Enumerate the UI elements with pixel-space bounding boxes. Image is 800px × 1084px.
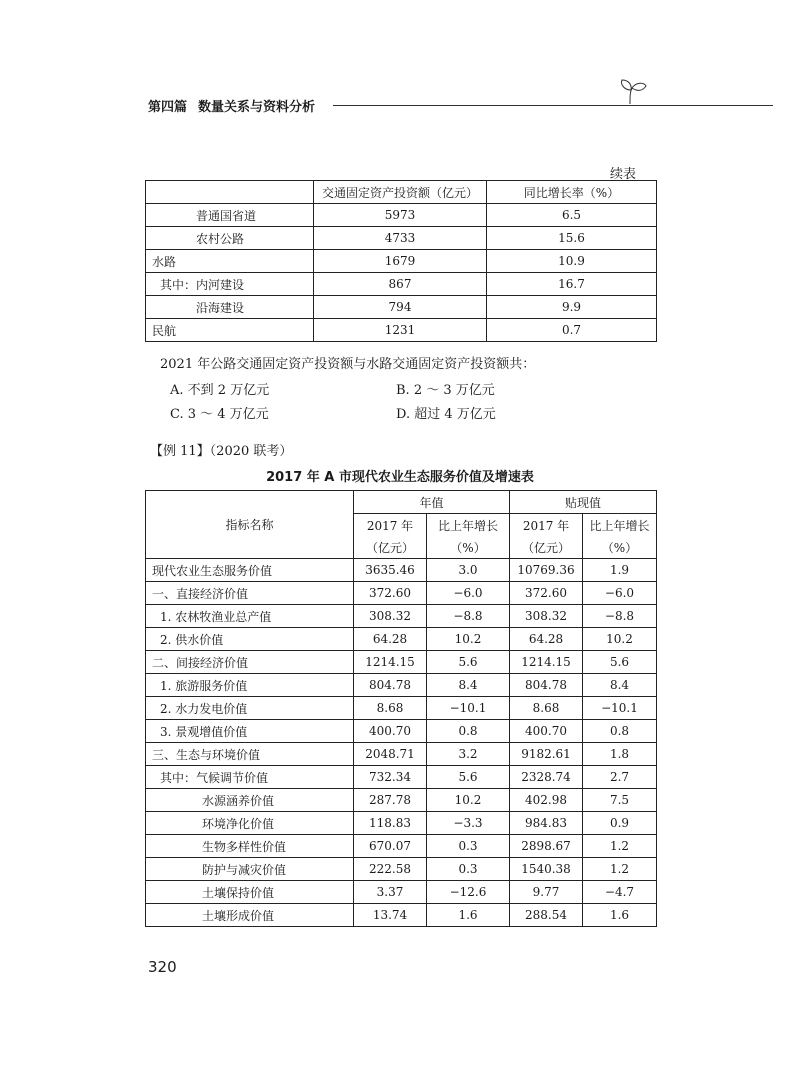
page-header	[148, 96, 658, 122]
table-cell: 0.7	[487, 319, 657, 342]
header-cell: 同比增长率（%）	[487, 181, 657, 204]
table-cell: 1.2	[583, 835, 657, 858]
header-cell: 比上年增长	[427, 514, 510, 537]
table-cell: 804.78	[354, 674, 427, 697]
table-cell: 13.74	[354, 904, 427, 927]
table-row	[146, 766, 657, 789]
option-d: D. 超过 4 万亿元	[396, 407, 496, 422]
table-row	[146, 628, 657, 651]
table-row	[146, 789, 657, 812]
table-cell: 沿海建设	[146, 296, 314, 319]
table-cell: 10.2	[427, 789, 510, 812]
table-cell: 3.2	[427, 743, 510, 766]
table-cell: 一、直接经济价值	[146, 582, 354, 605]
table-cell: 环境净化价值	[146, 812, 354, 835]
table-row	[146, 835, 657, 858]
header-cell: （%）	[427, 536, 510, 559]
table-cell: −12.6	[427, 881, 510, 904]
table-row	[146, 743, 657, 766]
table-cell: 7.5	[583, 789, 657, 812]
table-cell: 二、间接经济价值	[146, 651, 354, 674]
table-cell: 土壤形成价值	[146, 904, 354, 927]
table-cell: 1. 农林牧渔业总产值	[146, 605, 354, 628]
table-header-row	[146, 181, 657, 204]
table-cell: 其中：内河建设	[146, 273, 314, 296]
table-cell: 土壤保持价值	[146, 881, 354, 904]
table-row	[146, 720, 657, 743]
table-cell: 9182.61	[510, 743, 583, 766]
table-cell: 2898.67	[510, 835, 583, 858]
table-cell: 308.32	[354, 605, 427, 628]
table-cell: 8.68	[354, 697, 427, 720]
table-cell: −4.7	[583, 881, 657, 904]
table-cell: −6.0	[427, 582, 510, 605]
option-b: B. 2 ～ 3 万亿元	[396, 383, 495, 398]
investment-table	[145, 180, 657, 342]
table-row	[146, 273, 657, 296]
table-cell: 生物多样性价值	[146, 835, 354, 858]
table-cell: 308.32	[510, 605, 583, 628]
table-cell: 1.6	[583, 904, 657, 927]
table-cell: 867	[314, 273, 487, 296]
header-cell: 贴现值	[510, 491, 657, 514]
table-cell: 2328.74	[510, 766, 583, 789]
table-cell: −3.3	[427, 812, 510, 835]
table-row	[146, 858, 657, 881]
table-cell: 222.58	[354, 858, 427, 881]
table-cell: 2. 供水价值	[146, 628, 354, 651]
table-cell: 水源涵养价值	[146, 789, 354, 812]
table-cell: −6.0	[583, 582, 657, 605]
table-cell: 2.7	[583, 766, 657, 789]
table-cell: 372.60	[510, 582, 583, 605]
table-cell: 民航	[146, 319, 314, 342]
table-cell: 1540.38	[510, 858, 583, 881]
header-cell: 2017 年	[354, 514, 427, 537]
chapter-label: 第四篇	[148, 100, 188, 115]
table-row	[146, 605, 657, 628]
table-cell: 287.78	[354, 789, 427, 812]
table-cell: 372.60	[354, 582, 427, 605]
header-rule	[333, 105, 773, 106]
table-cell: 水路	[146, 250, 314, 273]
table-cell: 0.8	[583, 720, 657, 743]
table-row	[146, 227, 657, 250]
table-cell: 288.54	[510, 904, 583, 927]
header-cell: （亿元）	[510, 536, 583, 559]
table-cell: 1.6	[427, 904, 510, 927]
table-row	[146, 250, 657, 273]
table-cell: 1679	[314, 250, 487, 273]
table-cell: 804.78	[510, 674, 583, 697]
table-row	[146, 651, 657, 674]
table-cell: 5973	[314, 204, 487, 227]
header-cell: 2017 年	[510, 514, 583, 537]
header-cell: 比上年增长	[583, 514, 657, 537]
table-cell: 8.4	[583, 674, 657, 697]
table-cell: 1214.15	[510, 651, 583, 674]
header-cell: 年值	[354, 491, 510, 514]
table-title: 2017 年 A 市现代农业生态服务价值及增速表	[266, 470, 534, 485]
table-cell: 现代农业生态服务价值	[146, 559, 354, 582]
table-row	[146, 582, 657, 605]
table-cell: 0.9	[583, 812, 657, 835]
table-cell: 10.9	[487, 250, 657, 273]
table-cell: 0.3	[427, 858, 510, 881]
table-cell: 10.2	[427, 628, 510, 651]
table-cell: 3635.46	[354, 559, 427, 582]
table-cell: 3.37	[354, 881, 427, 904]
sprout-icon	[610, 78, 650, 106]
table-cell: −10.1	[583, 697, 657, 720]
table-cell: 8.68	[510, 697, 583, 720]
table-row	[146, 674, 657, 697]
table-cell: 1214.15	[354, 651, 427, 674]
table-cell: 10.2	[583, 628, 657, 651]
table-cell: 普通国省道	[146, 204, 314, 227]
table-cell: −8.8	[427, 605, 510, 628]
table-row	[146, 904, 657, 927]
table-cell: 400.70	[354, 720, 427, 743]
table-cell: 1.8	[583, 743, 657, 766]
table-cell: 1231	[314, 319, 487, 342]
table-row	[146, 881, 657, 904]
table-cell: 1.9	[583, 559, 657, 582]
table-cell: 984.83	[510, 812, 583, 835]
table-cell: 10769.36	[510, 559, 583, 582]
table-cell: 0.3	[427, 835, 510, 858]
table-cell: 9.9	[487, 296, 657, 319]
example-label: 【例 11】（2020 联考）	[150, 444, 293, 459]
table-cell: 64.28	[510, 628, 583, 651]
table-cell: 64.28	[354, 628, 427, 651]
table-cell: 1.2	[583, 858, 657, 881]
table-cell: 3. 景观增值价值	[146, 720, 354, 743]
table-cell: 5.6	[583, 651, 657, 674]
table-cell: 794	[314, 296, 487, 319]
table-cell: 732.34	[354, 766, 427, 789]
table-row	[146, 812, 657, 835]
table-cell: 3.0	[427, 559, 510, 582]
table-cell: 三、生态与环境价值	[146, 743, 354, 766]
header-cell: （亿元）	[354, 536, 427, 559]
page-number: 320	[148, 958, 177, 976]
option-c: C. 3 ～ 4 万亿元	[170, 407, 269, 422]
table-cell: 1. 旅游服务价值	[146, 674, 354, 697]
table-cell: 118.83	[354, 812, 427, 835]
table-cell: 15.6	[487, 227, 657, 250]
question-stem: 2021 年公路交通固定资产投资额与水路交通固定资产投资额共：	[160, 357, 536, 372]
table-row	[146, 319, 657, 342]
table-cell: 0.8	[427, 720, 510, 743]
table-cell: 16.7	[487, 273, 657, 296]
table-row	[146, 296, 657, 319]
table-cell: 2. 水力发电价值	[146, 697, 354, 720]
table-row	[146, 559, 657, 582]
table-cell: 4733	[314, 227, 487, 250]
table-cell: 5.6	[427, 651, 510, 674]
table-cell: 8.4	[427, 674, 510, 697]
table-cell: 402.98	[510, 789, 583, 812]
header-cell: 指标名称	[146, 491, 354, 559]
header-cell	[146, 181, 314, 204]
table-cell: 670.07	[354, 835, 427, 858]
table-cell: 防护与减灾价值	[146, 858, 354, 881]
table-cell: 其中：气候调节价值	[146, 766, 354, 789]
table-cell: 2048.71	[354, 743, 427, 766]
table-cell: 6.5	[487, 204, 657, 227]
table-row	[146, 697, 657, 720]
option-a: A. 不到 2 万亿元	[170, 383, 270, 398]
table-cell: 9.77	[510, 881, 583, 904]
ecology-value-table	[145, 490, 657, 927]
table-header-row	[146, 491, 657, 514]
table-row	[146, 204, 657, 227]
header-cell: 交通固定资产投资额（亿元）	[314, 181, 487, 204]
table-cell: 400.70	[510, 720, 583, 743]
header-cell: （%）	[583, 536, 657, 559]
chapter-title: 数量关系与资料分析	[198, 100, 316, 115]
table-cell: 农村公路	[146, 227, 314, 250]
table-cell: −10.1	[427, 697, 510, 720]
continued-label: 续表	[610, 167, 637, 182]
table-cell: −8.8	[583, 605, 657, 628]
table-cell: 5.6	[427, 766, 510, 789]
